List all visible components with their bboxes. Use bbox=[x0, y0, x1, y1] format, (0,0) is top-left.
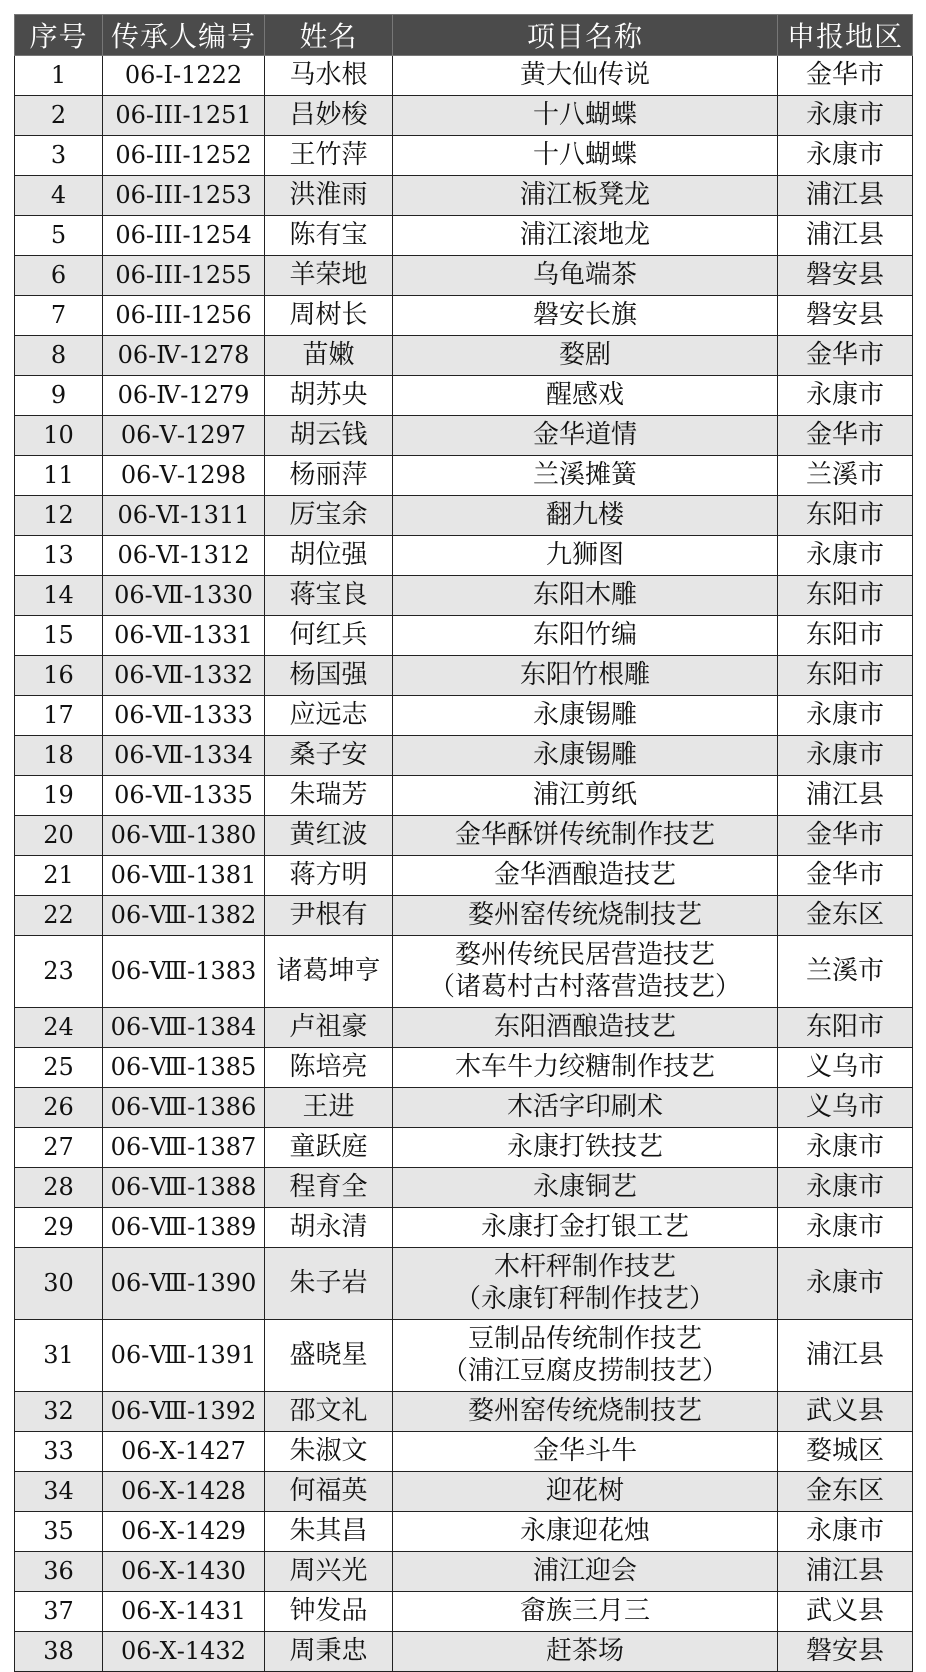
table-header-row bbox=[15, 15, 913, 56]
project-line: （浦江豆腐皮捞制技艺） bbox=[441, 1355, 728, 1386]
project-line: 九狮图 bbox=[545, 539, 624, 570]
cell-code: 06-Ⅹ-1427 bbox=[103, 1432, 265, 1472]
project-line: 木杆秤制作技艺 bbox=[493, 1252, 676, 1283]
cell-region: 永康市 bbox=[778, 1512, 913, 1552]
cell-project bbox=[393, 1128, 778, 1168]
table-row bbox=[15, 1552, 913, 1592]
cell-serial: 1 bbox=[15, 56, 103, 96]
cell-project bbox=[393, 216, 778, 256]
cell-code: 06-Ⅷ-1392 bbox=[103, 1392, 265, 1432]
cell-code: 06-Ⅹ-1431 bbox=[103, 1592, 265, 1632]
project-line: 婺剧 bbox=[558, 339, 611, 370]
cell-name: 马水根 bbox=[265, 56, 393, 96]
table-row bbox=[15, 1432, 913, 1472]
cell-name: 杨丽萍 bbox=[265, 456, 393, 496]
cell-region: 东阳市 bbox=[778, 576, 913, 616]
cell-project bbox=[393, 1168, 778, 1208]
cell-serial: 2 bbox=[15, 96, 103, 136]
cell-name: 王竹萍 bbox=[265, 136, 393, 176]
cell-region: 东阳市 bbox=[778, 1008, 913, 1048]
header-name: 姓名 bbox=[265, 15, 393, 56]
header-serial: 序号 bbox=[15, 15, 103, 56]
cell-serial: 32 bbox=[15, 1392, 103, 1432]
cell-code: 06-Ⅷ-1383 bbox=[103, 936, 265, 1008]
cell-project bbox=[393, 96, 778, 136]
table-row bbox=[15, 816, 913, 856]
cell-serial: 20 bbox=[15, 816, 103, 856]
cell-region: 武义县 bbox=[778, 1592, 913, 1632]
cell-project bbox=[393, 936, 778, 1008]
project-line: 金华酥饼传统制作技艺 bbox=[454, 819, 715, 850]
cell-serial: 9 bbox=[15, 376, 103, 416]
table-row bbox=[15, 416, 913, 456]
cell-region: 金东区 bbox=[778, 1472, 913, 1512]
table-row bbox=[15, 376, 913, 416]
project-line: 婺州传统民居营造技艺 bbox=[454, 940, 715, 971]
cell-region: 永康市 bbox=[778, 1248, 913, 1320]
cell-serial: 25 bbox=[15, 1048, 103, 1088]
cell-name: 朱其昌 bbox=[265, 1512, 393, 1552]
cell-code: 06-Ⅳ-1279 bbox=[103, 376, 265, 416]
cell-project bbox=[393, 736, 778, 776]
project-line: 金华斗牛 bbox=[532, 1435, 637, 1466]
cell-project bbox=[393, 1008, 778, 1048]
cell-project bbox=[393, 536, 778, 576]
project-line: 赶茶场 bbox=[545, 1635, 624, 1666]
cell-region: 婺城区 bbox=[778, 1432, 913, 1472]
project-line: 东阳竹编 bbox=[532, 619, 637, 650]
cell-name: 诸葛坤亨 bbox=[265, 936, 393, 1008]
cell-serial: 19 bbox=[15, 776, 103, 816]
table-row bbox=[15, 136, 913, 176]
cell-code: 06-Ⅷ-1386 bbox=[103, 1088, 265, 1128]
cell-region: 永康市 bbox=[778, 536, 913, 576]
cell-code: 06-Ⅹ-1432 bbox=[103, 1632, 265, 1672]
table-row bbox=[15, 696, 913, 736]
cell-serial: 7 bbox=[15, 296, 103, 336]
project-line: 木车牛力绞糖制作技艺 bbox=[454, 1051, 715, 1082]
cell-region: 浦江县 bbox=[778, 216, 913, 256]
project-line: 十八蝴蝶 bbox=[532, 99, 637, 130]
cell-region: 金华市 bbox=[778, 416, 913, 456]
project-line: 婺州窑传统烧制技艺 bbox=[467, 1395, 702, 1426]
table-row bbox=[15, 1320, 913, 1392]
cell-region: 兰溪市 bbox=[778, 456, 913, 496]
project-line: 永康迎花烛 bbox=[519, 1515, 650, 1546]
cell-region: 义乌市 bbox=[778, 1088, 913, 1128]
cell-serial: 26 bbox=[15, 1088, 103, 1128]
cell-name: 童跃庭 bbox=[265, 1128, 393, 1168]
table-row bbox=[15, 1088, 913, 1128]
cell-name: 周秉忠 bbox=[265, 1632, 393, 1672]
cell-project bbox=[393, 456, 778, 496]
cell-serial: 18 bbox=[15, 736, 103, 776]
cell-code: 06-Ⅶ-1333 bbox=[103, 696, 265, 736]
table-row bbox=[15, 576, 913, 616]
inheritor-table bbox=[14, 14, 913, 1672]
table-row bbox=[15, 96, 913, 136]
project-line: 金华道情 bbox=[532, 419, 637, 450]
cell-region: 永康市 bbox=[778, 96, 913, 136]
project-line: 畲族三月三 bbox=[519, 1595, 650, 1626]
cell-project bbox=[393, 1432, 778, 1472]
cell-project bbox=[393, 656, 778, 696]
cell-code: 06-Ⅷ-1388 bbox=[103, 1168, 265, 1208]
project-line: 永康打金打银工艺 bbox=[480, 1211, 689, 1242]
table-row bbox=[15, 496, 913, 536]
table-row bbox=[15, 1048, 913, 1088]
project-line: 永康锡雕 bbox=[532, 739, 637, 770]
cell-name: 盛晓星 bbox=[265, 1320, 393, 1392]
cell-name: 何福英 bbox=[265, 1472, 393, 1512]
cell-serial: 21 bbox=[15, 856, 103, 896]
cell-serial: 16 bbox=[15, 656, 103, 696]
table-row bbox=[15, 1168, 913, 1208]
project-line: 豆制品传统制作技艺 bbox=[467, 1324, 702, 1355]
project-line: 磐安长旗 bbox=[532, 299, 637, 330]
cell-name: 洪淮雨 bbox=[265, 176, 393, 216]
cell-region: 金华市 bbox=[778, 56, 913, 96]
cell-code: 06-Ⅴ-1297 bbox=[103, 416, 265, 456]
cell-code: 06-Ⅷ-1381 bbox=[103, 856, 265, 896]
cell-name: 朱子岩 bbox=[265, 1248, 393, 1320]
cell-region: 永康市 bbox=[778, 696, 913, 736]
cell-name: 黄红波 bbox=[265, 816, 393, 856]
cell-project bbox=[393, 1632, 778, 1672]
cell-code: 06-Ⅵ-1312 bbox=[103, 536, 265, 576]
table-row bbox=[15, 1008, 913, 1048]
cell-project bbox=[393, 856, 778, 896]
cell-code: 06-III-1256 bbox=[103, 296, 265, 336]
project-line: 浦江迎会 bbox=[532, 1555, 637, 1586]
cell-name: 桑子安 bbox=[265, 736, 393, 776]
table-container bbox=[14, 14, 912, 1672]
cell-project bbox=[393, 256, 778, 296]
table-row bbox=[15, 1248, 913, 1320]
project-line: 东阳酒酿造技艺 bbox=[493, 1011, 676, 1042]
cell-serial: 30 bbox=[15, 1248, 103, 1320]
table-row bbox=[15, 896, 913, 936]
cell-project bbox=[393, 896, 778, 936]
cell-region: 浦江县 bbox=[778, 1552, 913, 1592]
cell-serial: 27 bbox=[15, 1128, 103, 1168]
cell-project bbox=[393, 496, 778, 536]
cell-project bbox=[393, 376, 778, 416]
cell-region: 金东区 bbox=[778, 896, 913, 936]
cell-serial: 37 bbox=[15, 1592, 103, 1632]
cell-region: 金华市 bbox=[778, 816, 913, 856]
cell-region: 磐安县 bbox=[778, 296, 913, 336]
project-line: 东阳竹根雕 bbox=[519, 659, 650, 690]
project-line: 黄大仙传说 bbox=[519, 59, 650, 90]
cell-region: 浦江县 bbox=[778, 1320, 913, 1392]
cell-serial: 13 bbox=[15, 536, 103, 576]
table-row bbox=[15, 216, 913, 256]
cell-code: 06-Ⅶ-1335 bbox=[103, 776, 265, 816]
cell-region: 永康市 bbox=[778, 1168, 913, 1208]
table-row bbox=[15, 296, 913, 336]
cell-project bbox=[393, 816, 778, 856]
cell-name: 王进 bbox=[265, 1088, 393, 1128]
cell-serial: 29 bbox=[15, 1208, 103, 1248]
project-line: 木活字印刷术 bbox=[506, 1091, 663, 1122]
cell-code: 06-Ⅶ-1332 bbox=[103, 656, 265, 696]
cell-region: 东阳市 bbox=[778, 496, 913, 536]
cell-name: 胡位强 bbox=[265, 536, 393, 576]
cell-project bbox=[393, 576, 778, 616]
cell-code: 06-III-1252 bbox=[103, 136, 265, 176]
cell-project bbox=[393, 136, 778, 176]
cell-region: 东阳市 bbox=[778, 656, 913, 696]
cell-name: 朱淑文 bbox=[265, 1432, 393, 1472]
cell-project bbox=[393, 416, 778, 456]
cell-serial: 15 bbox=[15, 616, 103, 656]
cell-name: 周兴光 bbox=[265, 1552, 393, 1592]
project-line: 永康打铁技艺 bbox=[506, 1131, 663, 1162]
cell-code: 06-III-1255 bbox=[103, 256, 265, 296]
cell-name: 胡云钱 bbox=[265, 416, 393, 456]
cell-project bbox=[393, 1320, 778, 1392]
cell-name: 蒋宝良 bbox=[265, 576, 393, 616]
cell-code: 06-Ⅷ-1385 bbox=[103, 1048, 265, 1088]
table-row bbox=[15, 1592, 913, 1632]
cell-region: 永康市 bbox=[778, 1208, 913, 1248]
cell-code: 06-Ⅷ-1390 bbox=[103, 1248, 265, 1320]
cell-name: 胡苏央 bbox=[265, 376, 393, 416]
cell-serial: 8 bbox=[15, 336, 103, 376]
cell-name: 羊荣地 bbox=[265, 256, 393, 296]
cell-code: 06-III-1251 bbox=[103, 96, 265, 136]
table-row bbox=[15, 1632, 913, 1672]
header-region: 申报地区 bbox=[778, 15, 913, 56]
cell-region: 义乌市 bbox=[778, 1048, 913, 1088]
header-project-name: 项目名称 bbox=[393, 15, 778, 56]
cell-code: 06-Ⅷ-1391 bbox=[103, 1320, 265, 1392]
cell-region: 东阳市 bbox=[778, 616, 913, 656]
table-row bbox=[15, 1472, 913, 1512]
cell-region: 永康市 bbox=[778, 736, 913, 776]
cell-region: 永康市 bbox=[778, 136, 913, 176]
table-row bbox=[15, 176, 913, 216]
table-body bbox=[15, 56, 913, 1672]
cell-region: 永康市 bbox=[778, 376, 913, 416]
cell-code: 06-Ⅹ-1428 bbox=[103, 1472, 265, 1512]
cell-serial: 3 bbox=[15, 136, 103, 176]
cell-name: 陈培亮 bbox=[265, 1048, 393, 1088]
table-row bbox=[15, 736, 913, 776]
project-line: 翻九楼 bbox=[545, 499, 624, 530]
cell-project bbox=[393, 336, 778, 376]
cell-serial: 23 bbox=[15, 936, 103, 1008]
project-line: 迎花树 bbox=[545, 1475, 624, 1506]
cell-region: 兰溪市 bbox=[778, 936, 913, 1008]
table-row bbox=[15, 1128, 913, 1168]
cell-name: 邵文礼 bbox=[265, 1392, 393, 1432]
cell-serial: 31 bbox=[15, 1320, 103, 1392]
cell-region: 浦江县 bbox=[778, 176, 913, 216]
project-line: 金华酒酿造技艺 bbox=[493, 859, 676, 890]
cell-serial: 12 bbox=[15, 496, 103, 536]
cell-project bbox=[393, 1048, 778, 1088]
cell-name: 陈有宝 bbox=[265, 216, 393, 256]
cell-serial: 11 bbox=[15, 456, 103, 496]
table-row bbox=[15, 616, 913, 656]
cell-serial: 14 bbox=[15, 576, 103, 616]
cell-project bbox=[393, 296, 778, 336]
project-line: （永康钉秤制作技艺） bbox=[454, 1283, 715, 1314]
cell-code: 06-Ⅳ-1278 bbox=[103, 336, 265, 376]
cell-project bbox=[393, 56, 778, 96]
project-line: 醒感戏 bbox=[545, 379, 624, 410]
cell-code: 06-Ⅷ-1387 bbox=[103, 1128, 265, 1168]
cell-region: 浦江县 bbox=[778, 776, 913, 816]
cell-serial: 6 bbox=[15, 256, 103, 296]
table-row bbox=[15, 56, 913, 96]
cell-name: 应远志 bbox=[265, 696, 393, 736]
cell-code: 06-Ⅶ-1330 bbox=[103, 576, 265, 616]
project-line: 永康铜艺 bbox=[532, 1171, 637, 1202]
table-row bbox=[15, 776, 913, 816]
cell-serial: 10 bbox=[15, 416, 103, 456]
cell-code: 06-Ⅷ-1382 bbox=[103, 896, 265, 936]
cell-code: 06-I-1222 bbox=[103, 56, 265, 96]
cell-project bbox=[393, 1552, 778, 1592]
cell-code: 06-Ⅹ-1430 bbox=[103, 1552, 265, 1592]
cell-project bbox=[393, 616, 778, 656]
cell-code: 06-III-1253 bbox=[103, 176, 265, 216]
cell-serial: 28 bbox=[15, 1168, 103, 1208]
table-row bbox=[15, 536, 913, 576]
cell-project bbox=[393, 1472, 778, 1512]
cell-project bbox=[393, 1088, 778, 1128]
cell-project bbox=[393, 1392, 778, 1432]
project-line: 永康锡雕 bbox=[532, 699, 637, 730]
cell-project bbox=[393, 696, 778, 736]
cell-name: 苗嫩 bbox=[265, 336, 393, 376]
cell-name: 钟发品 bbox=[265, 1592, 393, 1632]
cell-code: 06-Ⅶ-1334 bbox=[103, 736, 265, 776]
cell-code: 06-Ⅴ-1298 bbox=[103, 456, 265, 496]
cell-code: 06-Ⅹ-1429 bbox=[103, 1512, 265, 1552]
cell-region: 金华市 bbox=[778, 856, 913, 896]
project-line: 十八蝴蝶 bbox=[532, 139, 637, 170]
table-row bbox=[15, 256, 913, 296]
cell-region: 磐安县 bbox=[778, 256, 913, 296]
cell-serial: 5 bbox=[15, 216, 103, 256]
cell-code: 06-Ⅶ-1331 bbox=[103, 616, 265, 656]
project-line: 浦江板凳龙 bbox=[519, 179, 650, 210]
cell-serial: 34 bbox=[15, 1472, 103, 1512]
table-row bbox=[15, 456, 913, 496]
table-row bbox=[15, 336, 913, 376]
project-line: 兰溪摊簧 bbox=[532, 459, 637, 490]
cell-name: 尹根有 bbox=[265, 896, 393, 936]
cell-region: 金华市 bbox=[778, 336, 913, 376]
project-line: 乌龟端茶 bbox=[532, 259, 637, 290]
cell-name: 杨国强 bbox=[265, 656, 393, 696]
cell-code: 06-Ⅷ-1389 bbox=[103, 1208, 265, 1248]
cell-name: 吕妙梭 bbox=[265, 96, 393, 136]
cell-name: 周树长 bbox=[265, 296, 393, 336]
cell-serial: 24 bbox=[15, 1008, 103, 1048]
cell-name: 何红兵 bbox=[265, 616, 393, 656]
cell-code: 06-Ⅵ-1311 bbox=[103, 496, 265, 536]
cell-serial: 38 bbox=[15, 1632, 103, 1672]
cell-region: 武义县 bbox=[778, 1392, 913, 1432]
cell-name: 卢祖豪 bbox=[265, 1008, 393, 1048]
project-line: 婺州窑传统烧制技艺 bbox=[467, 899, 702, 930]
cell-project bbox=[393, 1512, 778, 1552]
table-row bbox=[15, 936, 913, 1008]
watermark bbox=[786, 1581, 896, 1615]
cell-serial: 4 bbox=[15, 176, 103, 216]
cell-name: 朱瑞芳 bbox=[265, 776, 393, 816]
table-row bbox=[15, 856, 913, 896]
table-row bbox=[15, 1392, 913, 1432]
cell-name: 厉宝余 bbox=[265, 496, 393, 536]
table-row bbox=[15, 1512, 913, 1552]
table-row bbox=[15, 656, 913, 696]
cell-project bbox=[393, 1208, 778, 1248]
project-line: （诸葛村古村落营造技艺） bbox=[428, 971, 741, 1002]
header-inheritor-code: 传承人编号 bbox=[103, 15, 265, 56]
cell-code: 06-Ⅷ-1384 bbox=[103, 1008, 265, 1048]
cell-code: 06-Ⅷ-1380 bbox=[103, 816, 265, 856]
cell-serial: 35 bbox=[15, 1512, 103, 1552]
table-row bbox=[15, 1208, 913, 1248]
cell-serial: 36 bbox=[15, 1552, 103, 1592]
cell-project bbox=[393, 176, 778, 216]
cell-region: 磐安县 bbox=[778, 1632, 913, 1672]
cell-name: 蒋方明 bbox=[265, 856, 393, 896]
cell-name: 程育全 bbox=[265, 1168, 393, 1208]
cell-project bbox=[393, 1592, 778, 1632]
cell-code: 06-III-1254 bbox=[103, 216, 265, 256]
cell-serial: 22 bbox=[15, 896, 103, 936]
cell-project bbox=[393, 776, 778, 816]
cell-project bbox=[393, 1248, 778, 1320]
cell-name: 胡永清 bbox=[265, 1208, 393, 1248]
project-line: 浦江剪纸 bbox=[532, 779, 637, 810]
cell-serial: 17 bbox=[15, 696, 103, 736]
project-line: 浦江滚地龙 bbox=[519, 219, 650, 250]
project-line: 东阳木雕 bbox=[532, 579, 637, 610]
cell-serial: 33 bbox=[15, 1432, 103, 1472]
cell-region: 永康市 bbox=[778, 1128, 913, 1168]
